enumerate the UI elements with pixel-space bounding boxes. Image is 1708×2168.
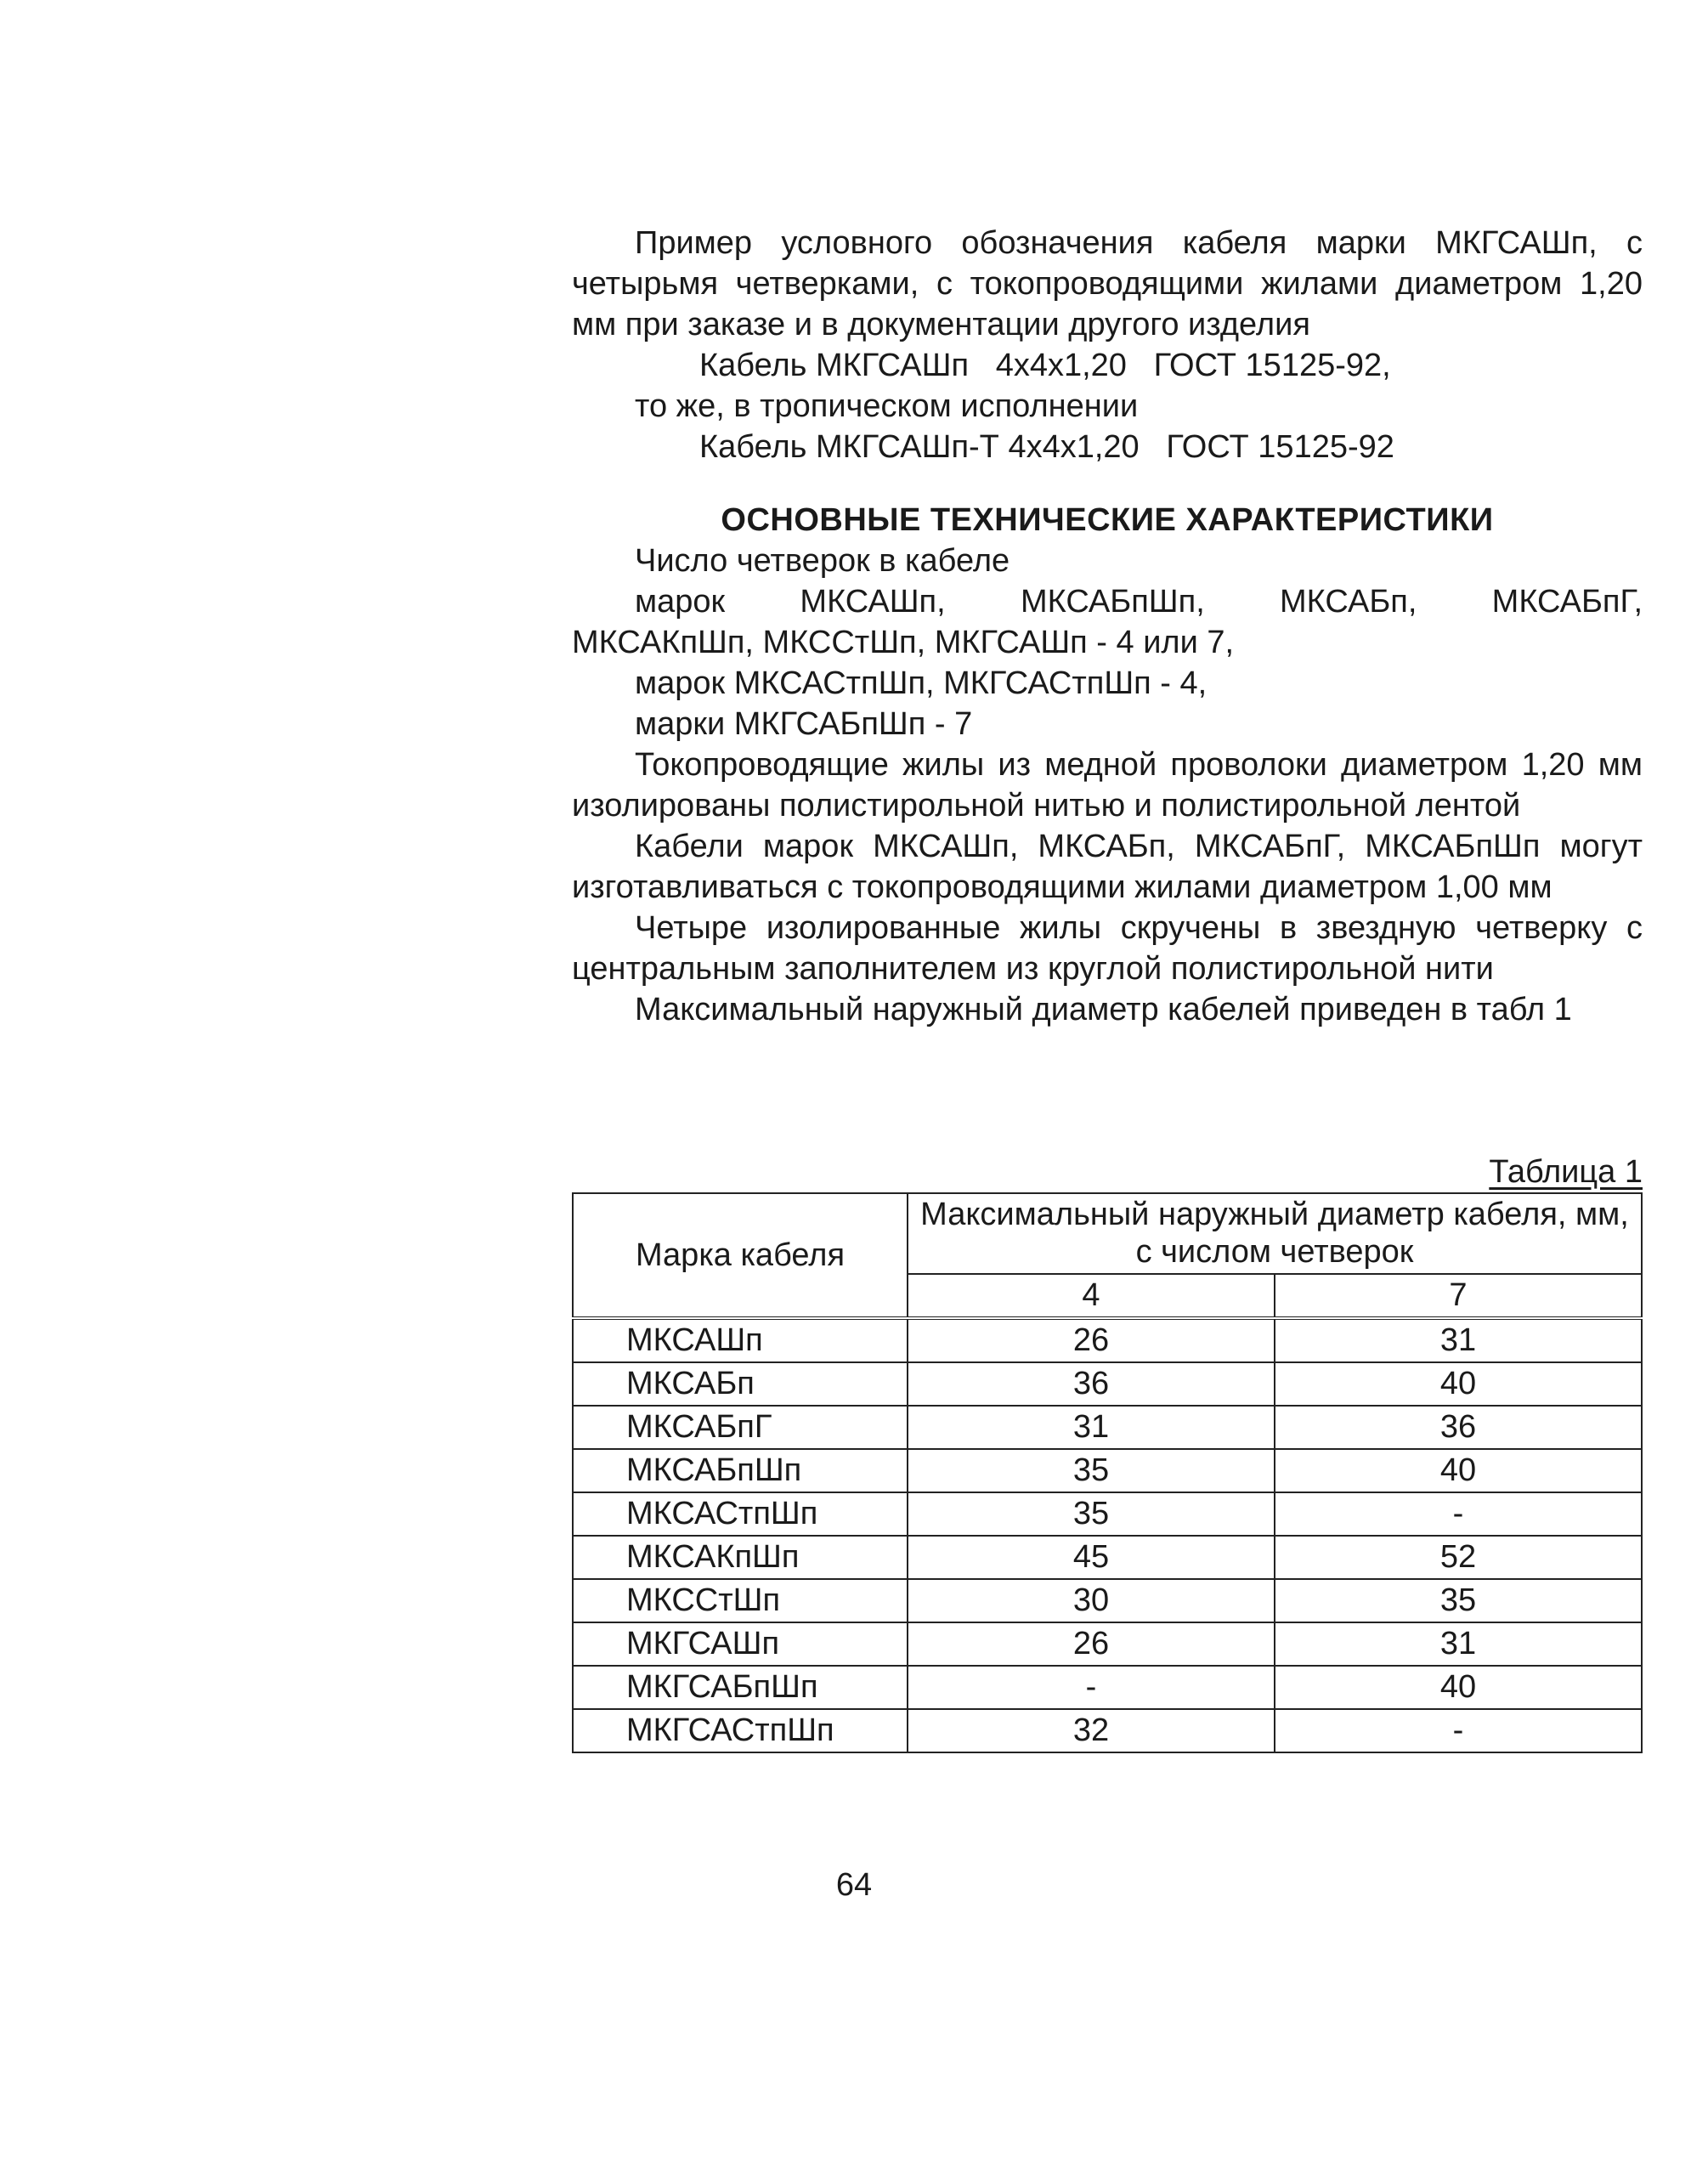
cell-4-quads: 32 bbox=[908, 1709, 1275, 1752]
cell-brand: МКГСАШп bbox=[573, 1622, 908, 1666]
cell-brand: МКСАБпГ bbox=[573, 1406, 908, 1449]
brands-line-d: марки МКГСАБпШп - 7 bbox=[635, 706, 973, 742]
cell-brand: МКСАКпШп bbox=[573, 1536, 908, 1579]
table-row bbox=[573, 1492, 1642, 1536]
cell-4-quads: - bbox=[908, 1666, 1275, 1709]
cell-7-quads: 40 bbox=[1275, 1449, 1642, 1492]
cell-4-quads: 30 bbox=[908, 1579, 1275, 1622]
table-row bbox=[573, 1318, 1642, 1362]
table-row bbox=[573, 1666, 1642, 1709]
table-row bbox=[573, 1449, 1642, 1492]
designation-example-1: Кабель МКГСАШп 4x4x1,20 ГОСТ 15125-92, bbox=[699, 348, 1391, 383]
table-row bbox=[573, 1536, 1642, 1579]
diameter-paragraph: Максимальный наружный диаметр кабелей приведен в табл 1 bbox=[635, 992, 1572, 1027]
table-row bbox=[573, 1406, 1642, 1449]
table-block bbox=[572, 1152, 1643, 1753]
cell-brand: МКГСАБпШп bbox=[573, 1666, 908, 1709]
column-header-7: 7 bbox=[1275, 1274, 1642, 1318]
cell-4-quads: 26 bbox=[908, 1622, 1275, 1666]
page-number: 64 bbox=[835, 1867, 873, 1903]
cell-7-quads: 36 bbox=[1275, 1406, 1642, 1449]
cell-7-quads: 31 bbox=[1275, 1318, 1642, 1362]
designation-example-2: Кабель МКГСАШп-Т 4x4x1,20 ГОСТ 15125-92 bbox=[699, 429, 1394, 465]
table-caption: Таблица 1 bbox=[1489, 1154, 1643, 1190]
brands-line-c: марок МКСАСтпШп, МКГСАСтпШп - 4, bbox=[635, 665, 1207, 701]
cell-7-quads: 31 bbox=[1275, 1622, 1642, 1666]
cell-4-quads: 35 bbox=[908, 1492, 1275, 1536]
table-row bbox=[573, 1362, 1642, 1406]
intro-block bbox=[572, 223, 1643, 467]
cell-brand: МКСАСтпШп bbox=[573, 1492, 908, 1536]
table-row bbox=[573, 1709, 1642, 1752]
cell-brand: МКСАШп bbox=[573, 1318, 908, 1362]
cell-4-quads: 36 bbox=[908, 1362, 1275, 1406]
cell-7-quads: 40 bbox=[1275, 1666, 1642, 1709]
cell-4-quads: 35 bbox=[908, 1449, 1275, 1492]
cell-7-quads: 35 bbox=[1275, 1579, 1642, 1622]
brands-line-a: марок МКСАШп, МКСАБпШп, МКСАБп, МКСАБпГ, bbox=[635, 584, 1643, 620]
cell-4-quads: 45 bbox=[908, 1536, 1275, 1579]
quad-count-line: Число четверок в кабеле bbox=[635, 543, 1010, 579]
brands-line-b: МКСАКпШп, МКССтШп, МКГСАШп - 4 или 7, bbox=[572, 625, 1235, 660]
cell-brand: МКСАБпШп bbox=[573, 1449, 908, 1492]
cell-4-quads: 31 bbox=[908, 1406, 1275, 1449]
table-body bbox=[573, 1318, 1642, 1752]
wires-paragraph: Токопроводящие жилы из медной проволоки диаметром 1,20 мм изолированы полистирольной нитью и полистирольной лентой bbox=[572, 747, 1643, 824]
table-row bbox=[573, 1622, 1642, 1666]
intro-paragraph: Пример условного обозначения кабеля марки МКГСАШп, с четырьмя четверками, с токопроводящими жилами диаметром 1,20 мм при заказе и в документации другого изделия bbox=[572, 225, 1643, 342]
table-row bbox=[573, 1579, 1642, 1622]
column-header-diameter: Максимальный наружный диаметр кабеля, мм, с числом четверок bbox=[908, 1193, 1642, 1274]
cell-7-quads: - bbox=[1275, 1492, 1642, 1536]
cell-brand: МКССтШп bbox=[573, 1579, 908, 1622]
column-header-4: 4 bbox=[908, 1274, 1275, 1318]
cell-7-quads: 52 bbox=[1275, 1536, 1642, 1579]
cables-paragraph: Кабели марок МКСАШп, МКСАБп, МКСАБпГ, МКСАБпШп могут изготавливаться с токопроводящими жилами диаметром 1,00 мм bbox=[572, 829, 1643, 905]
column-header-brand: Марка кабеля bbox=[573, 1193, 908, 1318]
cell-brand: МКГСАСтпШп bbox=[573, 1709, 908, 1752]
cell-7-quads: - bbox=[1275, 1709, 1642, 1752]
cell-4-quads: 26 bbox=[908, 1318, 1275, 1362]
quad-paragraph: Четыре изолированные жилы скручены в звездную четверку с центральным заполнителем из круглой полистирольной нити bbox=[572, 910, 1643, 987]
diameter-table bbox=[572, 1192, 1643, 1753]
cell-brand: МКСАБп bbox=[573, 1362, 908, 1406]
cell-7-quads: 40 bbox=[1275, 1362, 1642, 1406]
section-heading: ОСНОВНЫЕ ТЕХНИЧЕСКИЕ ХАРАКТЕРИСТИКИ bbox=[721, 502, 1494, 538]
specs-section bbox=[572, 500, 1643, 1030]
tropical-note: то же, в тропическом исполнении bbox=[635, 388, 1139, 424]
